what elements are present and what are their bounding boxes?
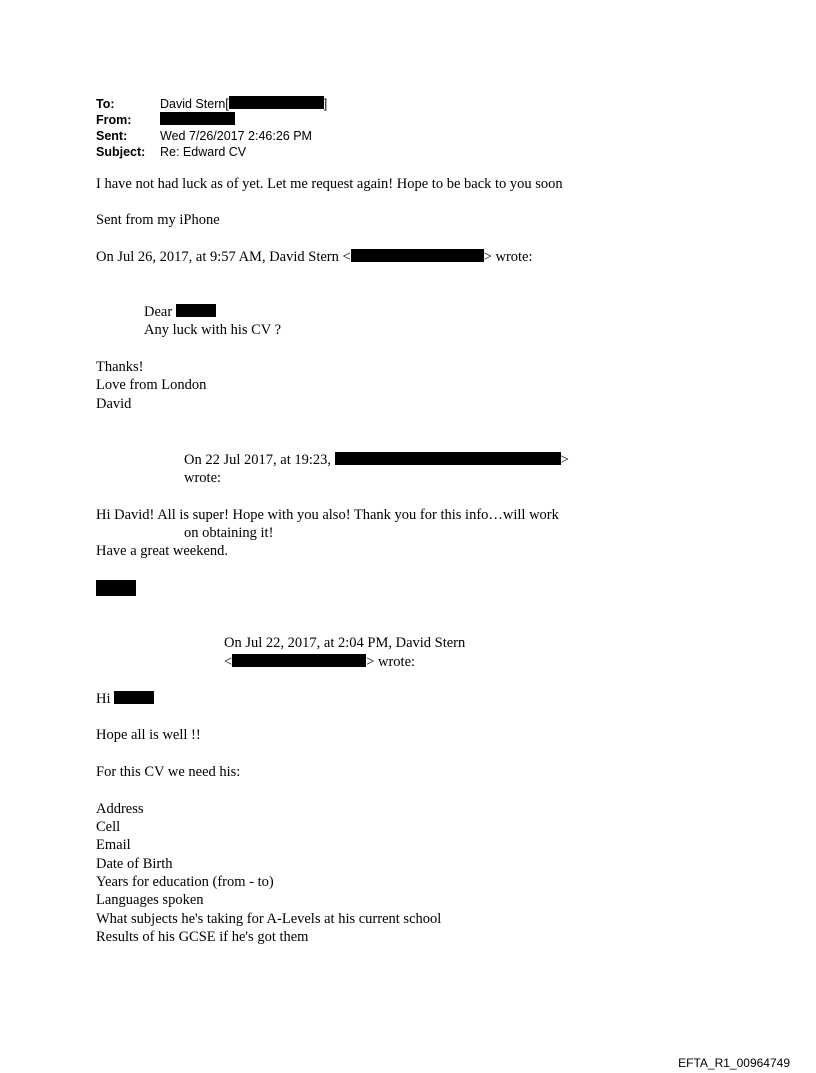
hi-david-line1: Hi David! All is super! Hope with you also! Thank you for this info…will work xyxy=(96,507,559,523)
list-item: Cell xyxy=(96,819,121,835)
quote1-suffix: > wrote: xyxy=(483,249,533,265)
from-label: From: xyxy=(96,113,132,127)
quote2-gt: > xyxy=(560,452,569,468)
love-line: Love from London xyxy=(96,377,207,393)
redaction-box xyxy=(160,112,235,125)
hope-line: Hope all is well !! xyxy=(96,727,201,743)
quote2-wrote: wrote: xyxy=(184,470,222,486)
hi-line xyxy=(96,690,154,708)
from-value xyxy=(160,112,235,128)
subject-label: Subject: xyxy=(96,145,146,159)
document-id: EFTA_R1_00964749 xyxy=(678,1056,790,1070)
sent-label: Sent: xyxy=(96,129,128,143)
reply-line: I have not had luck as of yet. Let me request again! Hope to be back to you soon xyxy=(96,176,563,192)
redaction-box xyxy=(335,452,561,465)
redaction-box xyxy=(96,580,136,596)
quote3-lt: < xyxy=(224,654,233,670)
to-value xyxy=(160,96,327,112)
to-label: To: xyxy=(96,97,115,111)
quote2-prefix: On 22 Jul 2017, at 19:23, xyxy=(184,452,332,468)
list-item: Email xyxy=(96,837,131,853)
thanks-line: Thanks! xyxy=(96,359,144,375)
quote1-prefix: On Jul 26, 2017, at 9:57 AM, David Stern < xyxy=(96,249,351,265)
list-item: Results of his GCSE if he's got them xyxy=(96,929,309,945)
redaction-box xyxy=(351,249,484,262)
quote3-attribution-line1: On Jul 22, 2017, at 2:04 PM, David Stern xyxy=(224,635,466,651)
to-close-bracket: ] xyxy=(323,97,328,111)
list-item: Languages spoken xyxy=(96,892,204,908)
any-luck-line: Any luck with his CV ? xyxy=(144,322,282,338)
list-item: Address xyxy=(96,801,144,817)
sent-value: Wed 7/26/2017 2:46:26 PM xyxy=(160,129,312,143)
signature-line: Sent from my iPhone xyxy=(96,212,220,228)
hi-text: Hi xyxy=(96,691,111,707)
subject-value: Re: Edward CV xyxy=(160,145,247,159)
quote3-attribution-line2 xyxy=(224,653,415,671)
to-name: David Stern[ xyxy=(160,97,229,111)
list-item: What subjects he's taking for A-Levels at his current school xyxy=(96,911,442,927)
quote3-wrote: > wrote: xyxy=(366,654,416,670)
redaction-box xyxy=(232,654,366,667)
redaction-box xyxy=(176,304,216,317)
dear-text: Dear xyxy=(144,304,173,320)
list-item: Date of Birth xyxy=(96,856,173,872)
weekend-line: Have a great weekend. xyxy=(96,543,229,559)
redaction-box xyxy=(114,691,154,704)
quote1-attribution xyxy=(96,248,533,266)
list-item: Years for education (from - to) xyxy=(96,874,274,890)
for-cv-line: For this CV we need his: xyxy=(96,764,241,780)
quote2-attribution xyxy=(184,451,569,469)
david-line: David xyxy=(96,396,132,412)
dear-line xyxy=(144,303,216,321)
hi-david-line2: on obtaining it! xyxy=(184,525,274,541)
redaction-box xyxy=(229,96,324,109)
email-header xyxy=(96,96,496,160)
